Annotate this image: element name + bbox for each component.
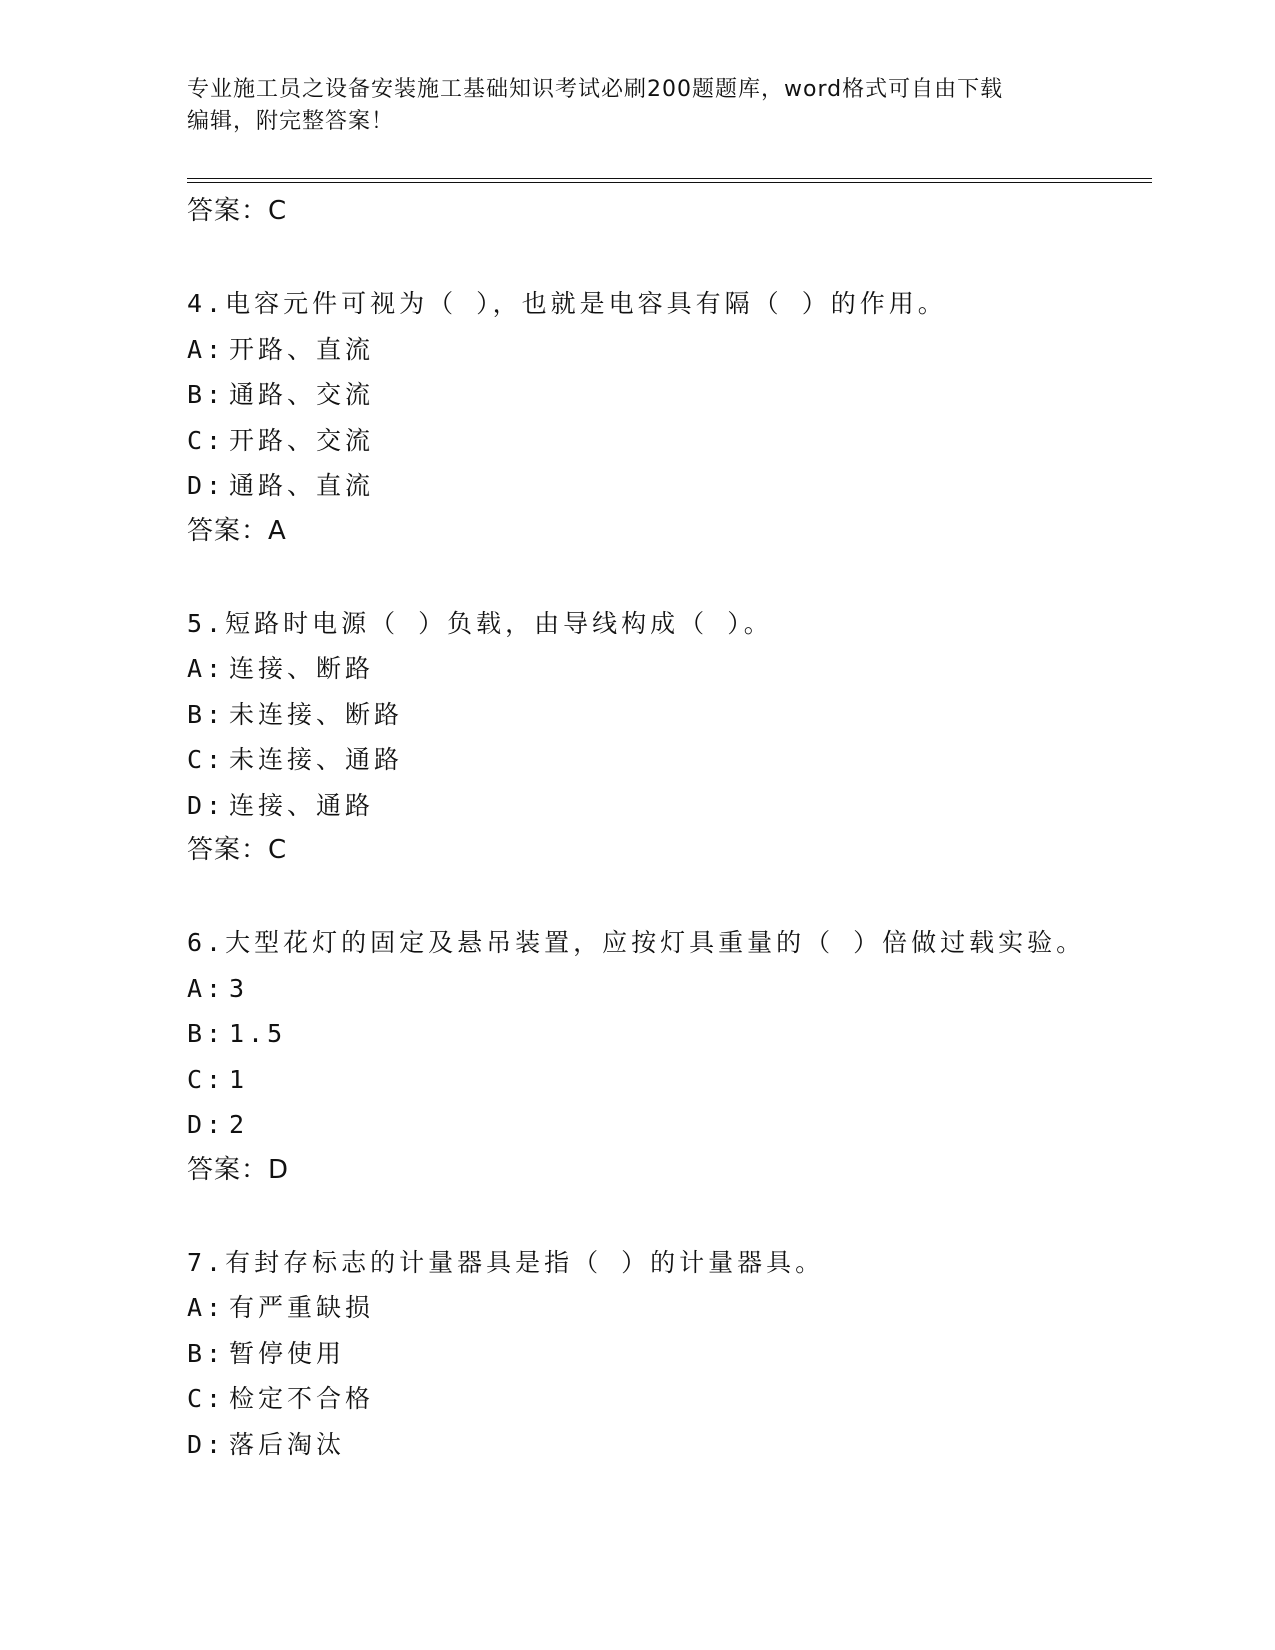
answer-option bbox=[187, 737, 1147, 783]
answer-label: 答案： bbox=[187, 1154, 269, 1185]
option-text: 有严重缺损 bbox=[229, 1293, 375, 1322]
option-text: 开路、交流 bbox=[229, 425, 375, 455]
option-letter: A: bbox=[187, 654, 226, 683]
question-item bbox=[187, 920, 1147, 1193]
option-text: 1 bbox=[229, 1064, 249, 1094]
answer-option bbox=[187, 327, 1147, 373]
option-text: 检定不合格 bbox=[229, 1384, 375, 1413]
question-stem: 5.短路时电源（ ）负载，由导线构成（ ）。 bbox=[187, 608, 773, 638]
option-text: 暂停使用 bbox=[229, 1338, 346, 1368]
answer-option bbox=[187, 966, 1147, 1012]
option-text: 通路、直流 bbox=[229, 471, 375, 500]
question-stem: 4.电容元件可视为（ ），也就是电容具有隔（ ）的作用。 bbox=[187, 289, 947, 318]
answer-line bbox=[187, 828, 1147, 873]
option-text: 落后淘汰 bbox=[229, 1429, 346, 1459]
answer-option bbox=[187, 418, 1147, 464]
option-letter: C: bbox=[187, 1384, 226, 1413]
answer-value: A bbox=[268, 515, 287, 546]
answer-line bbox=[187, 509, 1147, 554]
option-letter: C: bbox=[187, 745, 226, 774]
option-text: 连接、通路 bbox=[229, 790, 375, 820]
answer-label: 答案： bbox=[187, 835, 269, 865]
answer-option bbox=[187, 1285, 1147, 1331]
option-text: 2 bbox=[229, 1110, 249, 1139]
answer-option bbox=[187, 1011, 1147, 1057]
option-text: 通路、交流 bbox=[229, 380, 375, 409]
answer-option bbox=[187, 372, 1147, 418]
option-text: 未连接、断路 bbox=[229, 699, 404, 729]
option-text: 开路、直流 bbox=[229, 334, 375, 364]
answer-option bbox=[187, 1422, 1147, 1468]
answer-value: C bbox=[268, 835, 288, 865]
question-item bbox=[187, 601, 1147, 874]
option-text: 1.5 bbox=[229, 1019, 287, 1048]
answer-value: D bbox=[268, 1154, 290, 1185]
answer-option bbox=[187, 783, 1147, 829]
option-letter: A: bbox=[187, 334, 226, 364]
answer-option bbox=[187, 692, 1147, 738]
option-letter: B: bbox=[187, 380, 226, 409]
questions-container bbox=[187, 281, 1147, 1467]
question-list bbox=[187, 189, 1147, 1467]
option-letter: D: bbox=[187, 790, 226, 820]
answer-label: 答案： bbox=[187, 196, 269, 226]
option-letter: B: bbox=[187, 699, 226, 729]
option-letter: D: bbox=[187, 1110, 226, 1139]
answer-label: 答案： bbox=[187, 515, 269, 546]
answer-option bbox=[187, 1102, 1147, 1148]
option-letter: A: bbox=[187, 973, 226, 1003]
header-double-rule bbox=[187, 178, 1152, 183]
question-stem: 6.大型花灯的固定及悬吊装置，应按灯具重量的（ ）倍做过载实验。 bbox=[187, 928, 1086, 957]
header-line-2: 编辑，附完整答案！ bbox=[187, 109, 395, 134]
answer-option bbox=[187, 646, 1147, 692]
option-letter: D: bbox=[187, 1429, 226, 1459]
answer-option bbox=[187, 1376, 1147, 1422]
option-text: 3 bbox=[229, 973, 249, 1003]
header-line-1: 专业施工员之设备安装施工基础知识考试必刷200题题库，word格式可自由下载 bbox=[187, 77, 1004, 102]
answer-line bbox=[187, 1148, 1147, 1193]
option-text: 未连接、通路 bbox=[229, 745, 404, 774]
answer-option bbox=[187, 1057, 1147, 1103]
option-text: 连接、断路 bbox=[229, 654, 375, 683]
answer-line bbox=[187, 189, 1147, 234]
answer-option bbox=[187, 1331, 1147, 1377]
answer-option bbox=[187, 463, 1147, 509]
option-letter: B: bbox=[187, 1338, 226, 1368]
option-letter: B: bbox=[187, 1019, 226, 1048]
document-header bbox=[187, 74, 1067, 138]
question-item bbox=[187, 281, 1147, 554]
answer-value: C bbox=[268, 196, 288, 226]
question-stem: 7.有封存标志的计量器具是指（ ）的计量器具。 bbox=[187, 1247, 825, 1277]
option-letter: C: bbox=[187, 1064, 226, 1094]
question-item bbox=[187, 1240, 1147, 1468]
option-letter: A: bbox=[187, 1293, 226, 1322]
option-letter: D: bbox=[187, 471, 226, 500]
option-letter: C: bbox=[187, 425, 226, 455]
